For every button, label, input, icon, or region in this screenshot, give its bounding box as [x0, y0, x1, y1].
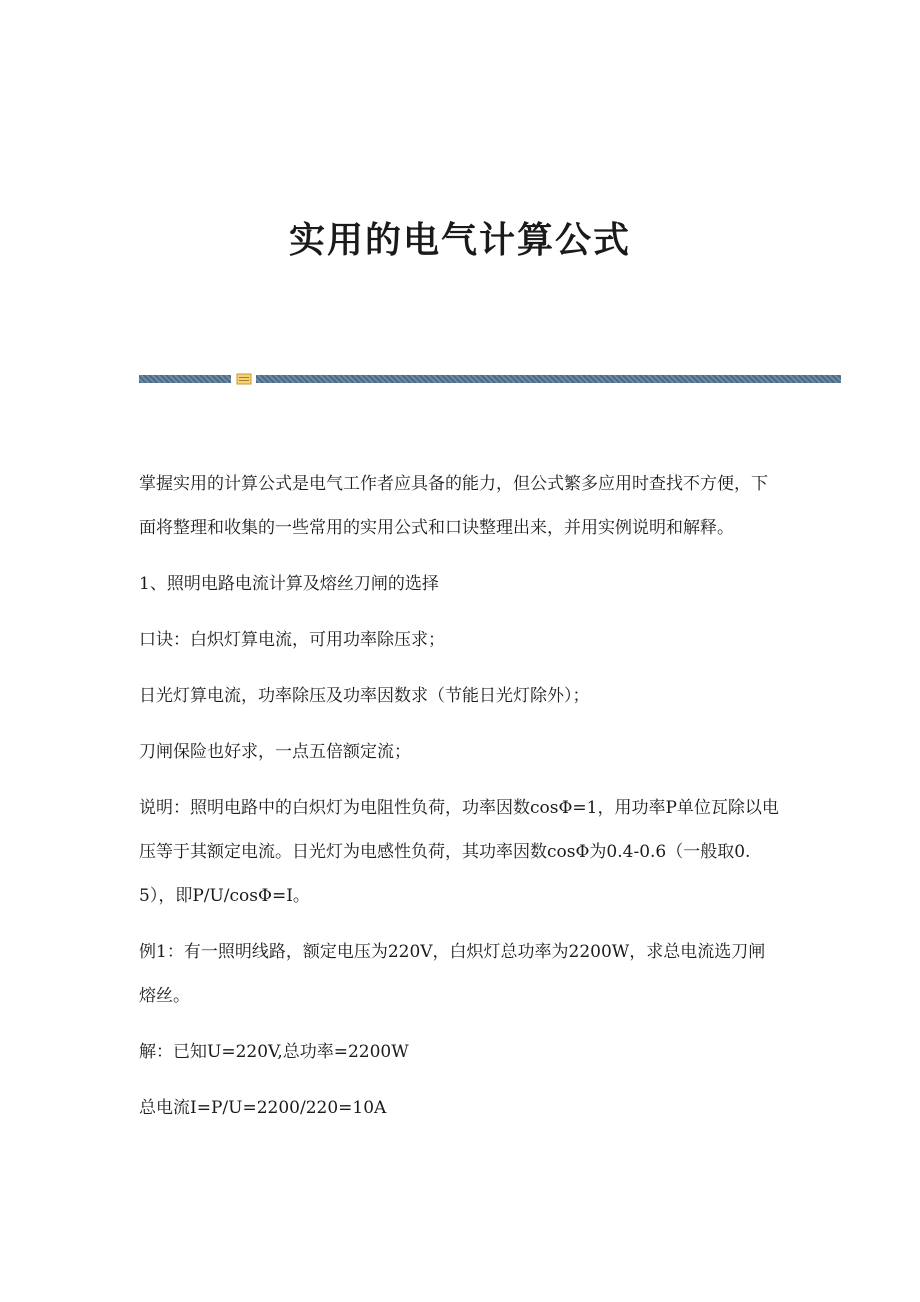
divider-bar-right [256, 375, 841, 383]
paragraph-explanation: 说明：照明电路中的白炽灯为电阻性负荷，功率因数cosΦ=1，用功率P单位瓦除以电压等于其额定电流。日光灯为电感性负荷，其功率因数cosΦ为0.4-0.6（一般取0.5），即P/U/cosΦ=I。 [139, 798, 779, 906]
divider-emblem-icon [236, 373, 252, 385]
document-body [139, 462, 779, 1130]
paragraph-example-1: 例1：有一照明线路，额定电压为220V，白炽灯总功率为2200W，求总电流选刀闸熔丝。 [139, 942, 766, 1006]
paragraph-rhyme-2: 日光灯算电流，功率除压及功率因数求（节能日光灯除外）； [139, 686, 590, 706]
paragraph-rhyme-1: 口诀：白炽灯算电流，可用功率除压求； [139, 630, 445, 650]
paragraph-intro: 掌握实用的计算公式是电气工作者应具备的能力，但公式繁多应用时查找不方便，下面将整理和收集的一些常用的实用公式和口诀整理出来，并用实例说明和解释。 [139, 474, 768, 538]
divider-bar-left [139, 375, 231, 383]
paragraph-rhyme-3: 刀闸保险也好求，一点五倍额定流； [139, 742, 411, 762]
section-heading-1: 1、照明电路电流计算及熔丝刀闸的选择 [139, 574, 439, 594]
page-title: 实用的电气计算公式 [288, 219, 631, 261]
paragraph-solution: 解：已知U=220V,总功率=2200W [139, 1042, 409, 1062]
paragraph-total-current: 总电流I=P/U=2200/220=10A [139, 1098, 387, 1118]
title-divider [139, 373, 841, 385]
